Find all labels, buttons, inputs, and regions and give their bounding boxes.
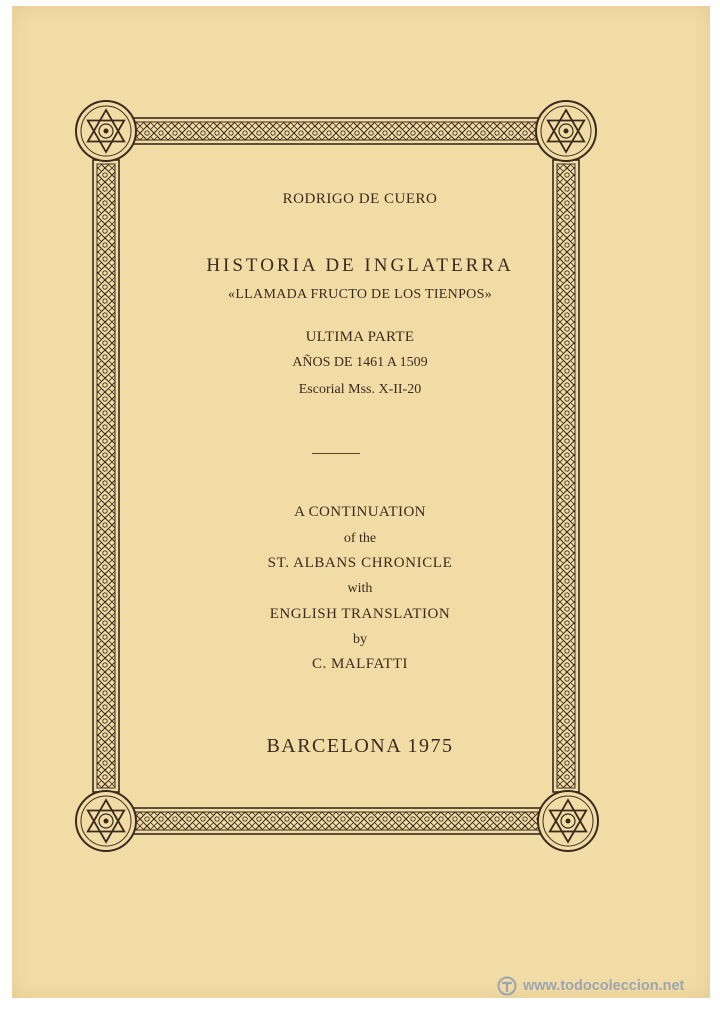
english-line: A CONTINUATION: [294, 504, 426, 520]
star-of-david-rosette-icon: [76, 791, 136, 851]
author-name: RODRIGO DE CUERO: [282, 191, 438, 207]
english-line: ST. ALBANS CHRONICLE: [267, 555, 453, 571]
border-band-bottom: [132, 808, 544, 834]
part-label: ULTIMA PARTE: [305, 329, 415, 345]
translator-name: C. MALFATTI: [311, 656, 409, 672]
english-line: ENGLISH TRANSLATION: [269, 606, 451, 622]
divider: [312, 453, 360, 454]
book-title: HISTORIA DE INGLATERRA: [206, 255, 514, 276]
english-line: by: [353, 632, 367, 647]
watermark-text: www.todocoleccion.net: [523, 978, 685, 994]
place-and-year: BARCELONA 1975: [266, 735, 454, 757]
english-line: with: [347, 581, 373, 596]
todocoleccion-logo-icon: [497, 976, 517, 996]
star-of-david-rosette-icon: [536, 101, 596, 161]
book-subtitle: «LLAMADA FRUCTO DE LOS TIENPOS»: [228, 287, 492, 302]
years-label: AÑOS DE 1461 A 1509: [292, 355, 428, 370]
star-of-david-rosette-icon: [538, 791, 598, 851]
watermark: [497, 974, 684, 998]
star-of-david-rosette-icon: [76, 101, 136, 161]
border-band-top: [132, 118, 540, 144]
english-line: of the: [343, 531, 377, 546]
manuscript-reference: Escorial Mss. X-II-20: [298, 382, 422, 397]
